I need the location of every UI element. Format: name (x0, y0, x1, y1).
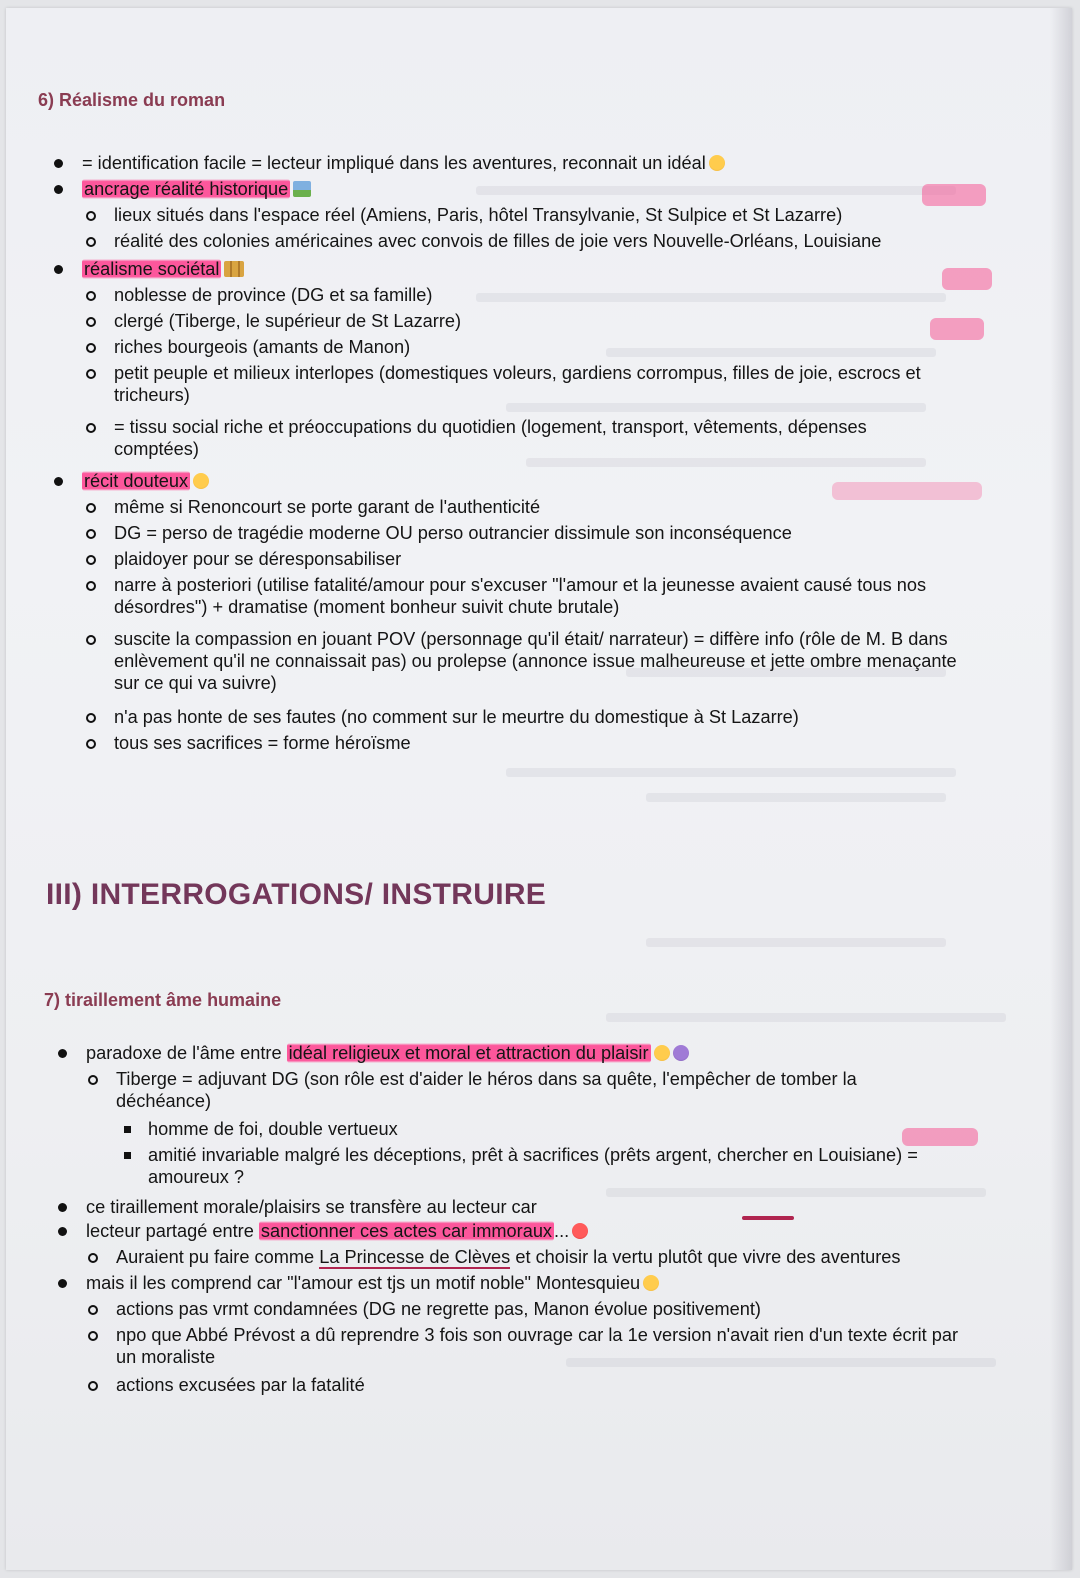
list-item: petit peuple et milieux interlopes (domestiques voleurs, gardiens corrompus, filles de joie, escrocs et tricheurs) (114, 362, 984, 406)
list-item: suscite la compassion en jouant POV (personnage qu'il était/ narrateur) = diffère info (rôle de M. B dans enlèvement qu'il ne connaissait pas) ou prolepse (annonce issue malheureuse et jette ombre menaçante sur ce qui va suivre) (114, 628, 964, 694)
list-item: lecteur partagé entre sanctionner ces actes car immoraux ... (86, 1220, 588, 1242)
building-emoji-icon (224, 261, 244, 277)
list-item: plaidoyer pour se déresponsabiliser (114, 549, 402, 569)
devil-emoji-icon (673, 1045, 689, 1061)
list-item: noblesse de province (DG et sa famille) (114, 285, 433, 305)
thinking-emoji-icon (193, 473, 209, 489)
list-item: = tissu social riche et préoccupations du quotidien (logement, transport, vêtements, dépenses comptées) (114, 416, 934, 460)
list-item: actions pas vrmt condamnées (DG ne regrette pas, Manon évolue positivement) (116, 1299, 761, 1319)
list-item: ancrage réalité historique (82, 178, 311, 200)
list-item: npo que Abbé Prévost a dû reprendre 3 fois son ouvrage car la 1e version n'avait rien d'un texte écrit par un moraliste (116, 1324, 976, 1368)
list-item: riches bourgeois (amants de Manon) (114, 337, 411, 357)
list-item: mais il les comprend car "l'amour est tjs un motif noble" Montesquieu (86, 1272, 659, 1294)
list-item: tous ses sacrifices = forme héroïsme (114, 733, 411, 753)
part3-title: III) INTERROGATIONS/ INSTRUIRE (46, 878, 547, 911)
list-item: DG = perso de tragédie moderne OU perso outrancier dissimule son inconséquence (114, 523, 792, 543)
list-item: réalité des colonies américaines avec convois de filles de joie vers Nouvelle-Orléans, Louisiane (114, 231, 882, 251)
list-item: narre à posteriori (utilise fatalité/amour pour s'excuser "l'amour et la jeunesse avaient causé tous nos désordres") + dramatise (moment bonheur suivit chute brutale) (114, 574, 984, 618)
grin-emoji-icon (643, 1275, 659, 1291)
list-item: réalisme sociétal (82, 258, 244, 280)
list-item: récit douteux (82, 470, 209, 492)
angry-emoji-icon (572, 1223, 588, 1239)
list-item: Auraient pu faire comme La Princesse de Clèves et choisir la vertu plutôt que vivre des aventures (116, 1247, 901, 1267)
list-item: ce tiraillement morale/plaisirs se transfère au lecteur car (86, 1197, 537, 1217)
list-item: même si Renoncourt se porte garant de l'authenticité (114, 497, 541, 517)
list-item: homme de foi, double vertueux (148, 1119, 398, 1139)
list-item: clergé (Tiberge, le supérieur de St Lazarre) (114, 311, 462, 331)
section6-title: 6) Réalisme du roman (38, 90, 226, 110)
list-item: Tiberge = adjuvant DG (son rôle est d'aider le héros dans sa quête, l'empêcher de tomber la déchéance) (116, 1068, 916, 1112)
angel-emoji-icon (654, 1045, 670, 1061)
note-page (6, 8, 1072, 1570)
list-item: = identification facile = lecteur impliqué dans les aventures, reconnait un idéal (82, 152, 725, 174)
smile-emoji-icon (709, 155, 725, 171)
list-item: actions excusées par la fatalité (116, 1375, 365, 1395)
picture-emoji-icon (293, 181, 311, 197)
list-item: paradoxe de l'âme entre idéal religieux et moral et attraction du plaisir (86, 1042, 689, 1064)
section7-title: 7) tiraillement âme humaine (44, 990, 282, 1010)
list-item: amitié invariable malgré les déceptions, prêt à sacrifices (prêts argent, chercher en Louisiane) = amoureux ? (148, 1144, 968, 1188)
list-item: lieux situés dans l'espace réel (Amiens, Paris, hôtel Transylvanie, St Sulpice et St Lazarre) (114, 205, 843, 225)
list-item: n'a pas honte de ses fautes (no comment sur le meurtre du domestique à St Lazarre) (114, 707, 799, 727)
